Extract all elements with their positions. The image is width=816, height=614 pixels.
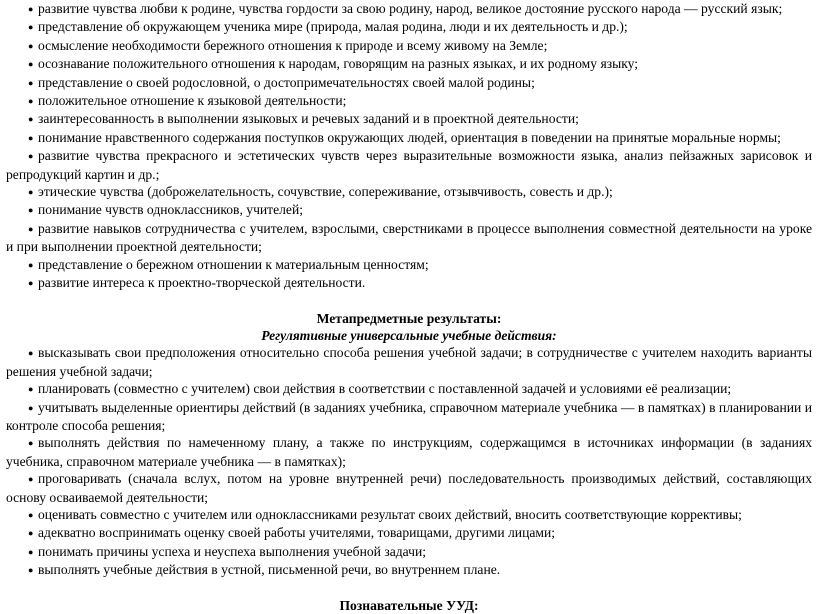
bullet-icon: ●	[28, 4, 34, 14]
bullet-icon: ●	[28, 402, 34, 413]
list-item	[6, 543, 812, 561]
list-item-text: представление об окружающем ученика мире (природа, малая родина, люди и их деятельность и др.);	[38, 19, 628, 35]
spacer	[6, 580, 812, 597]
bullet-icon: ●	[28, 77, 34, 88]
bullet-icon: ●	[28, 96, 34, 107]
list-item	[6, 506, 812, 524]
list-item	[6, 274, 812, 292]
list-item-text: развитие чувства любви к родине, чувства гордости за свою родину, народ, великое достояние русского народа — русский язык;	[38, 1, 783, 16]
list-item-text: учитывать выделенные ориентиры действий (в заданиях учебника, справочном материале учебника — в памятках) в планировании и контроле способа решения;	[6, 399, 812, 433]
bullet-icon: ●	[28, 384, 34, 395]
list-item-text: этические чувства (доброжелательность, сочувствие, сопереживание, отзывчивость, совесть и др.);	[38, 184, 613, 200]
bullet-icon: ●	[28, 528, 34, 539]
list-item	[6, 256, 812, 274]
bullet-icon: ●	[28, 187, 34, 198]
list-item	[6, 74, 812, 92]
list-item	[6, 147, 812, 183]
list-item-text: понимать причины успеха и неуспеха выполнения учебной задачи;	[38, 543, 427, 559]
bullet-icon: ●	[28, 546, 34, 557]
spacer	[6, 293, 812, 310]
section-heading-regulative: Регулятивные универсальные учебные действия:	[261, 327, 557, 343]
list-item-text: развитие навыков сотрудничества с учителем, взрослыми, сверстниками в процессе выполнения совместной деятельности на уроке и при выполнении проектной деятельности;	[6, 220, 812, 255]
bullet-icon: ●	[28, 438, 34, 449]
bullet-icon: ●	[28, 132, 34, 143]
list-item	[6, 434, 812, 470]
list-item-text: оценивать совместно с учителем или одноклассниками результат своих действий, вносить соответствующие коррективы;	[38, 506, 742, 522]
list-item	[6, 561, 812, 579]
list-item	[6, 220, 812, 256]
bullet-icon: ●	[28, 474, 34, 485]
list-item	[6, 129, 812, 147]
list-item	[6, 399, 812, 435]
section-heading-meta: Метапредметные результаты:	[316, 310, 502, 326]
list-item	[6, 183, 812, 201]
list-item-text: проговаривать (сначала вслух, потом на уровне внутренней речи) последовательность производимых действий, составляющих основу осваиваемой деятельности;	[6, 471, 812, 505]
list-item-text: адекватно воспринимать оценку своей работы учителями, товарищами, другими лицами;	[38, 525, 556, 541]
bullet-icon: ●	[28, 40, 34, 51]
list-item-text: понимание чувств одноклассников, учителей;	[38, 202, 304, 218]
list-item-text: выполнять учебные действия в устной, письменной речи, во внутреннем плане.	[38, 562, 501, 578]
bullet-icon: ●	[28, 59, 34, 70]
bullet-icon: ●	[28, 509, 34, 520]
bullet-icon: ●	[28, 22, 34, 33]
list-item-text: осмысление необходимости бережного отношения к природе и всему живому на Земле;	[38, 37, 548, 53]
list-item-text: заинтересованность в выполнении языковых и речевых заданий и в проектной деятельности;	[38, 111, 579, 127]
list-item	[6, 18, 812, 36]
bullet-icon: ●	[28, 223, 34, 234]
bullet-icon: ●	[28, 278, 34, 289]
list-item-text: развитие интереса к проектно-творческой деятельности.	[38, 275, 366, 291]
bullet-icon: ●	[28, 151, 34, 162]
bullet-icon: ●	[28, 205, 34, 216]
list-item-text: выполнять действия по намеченному плану, а также по инструкциям, содержащимся в источниках информации (в заданиях учебника, справочном материале учебника — в памятках);	[6, 435, 812, 469]
list-item	[6, 524, 812, 542]
list-item	[6, 55, 812, 73]
list-item-text: осознавание положительного отношения к народам, говорящим на разных языках, и их родному языку;	[38, 56, 639, 72]
bullet-icon: ●	[28, 114, 34, 125]
bullet-icon: ●	[28, 259, 34, 270]
list-item-text: понимание нравственного содержания поступков окружающих людей, ориентация в поведении на принятые моральные нормы;	[38, 129, 781, 145]
list-item-text: положительное отношение к языковой деятельности;	[38, 93, 347, 109]
list-item-text: представление о бережном отношении к материальным ценностям;	[38, 256, 429, 272]
bullet-icon: ●	[28, 348, 34, 359]
bullet-icon: ●	[28, 565, 34, 576]
list-item	[6, 37, 812, 55]
list-item-text: представление о своей родословной, о достопримечательностях своей малой родины;	[38, 74, 535, 90]
personal-results-list	[6, 0, 812, 293]
list-item	[6, 92, 812, 110]
document-page	[6, 0, 812, 614]
section-heading-cognitive: Познавательные УУД:	[339, 597, 479, 613]
list-item	[6, 344, 812, 380]
list-item-text: развитие чувства прекрасного и эстетических чувств через выразительные возможности языка, анализ пейзажных зарисовок и репродукций картин и др.;	[6, 148, 812, 182]
list-item-text: планировать (совместно с учителем) свои действия в соответствии с поставленной задачей и условиями её реализации;	[38, 381, 732, 397]
list-item-text: высказывать свои предположения относительно способа решения учебной задачи; в сотрудничестве с учителем находить варианты решения учебной задачи;	[6, 345, 812, 379]
list-item	[6, 380, 812, 398]
regulative-actions-list	[6, 344, 812, 579]
list-item	[6, 470, 812, 506]
list-item	[6, 201, 812, 219]
list-item	[6, 0, 812, 18]
list-item	[6, 110, 812, 128]
